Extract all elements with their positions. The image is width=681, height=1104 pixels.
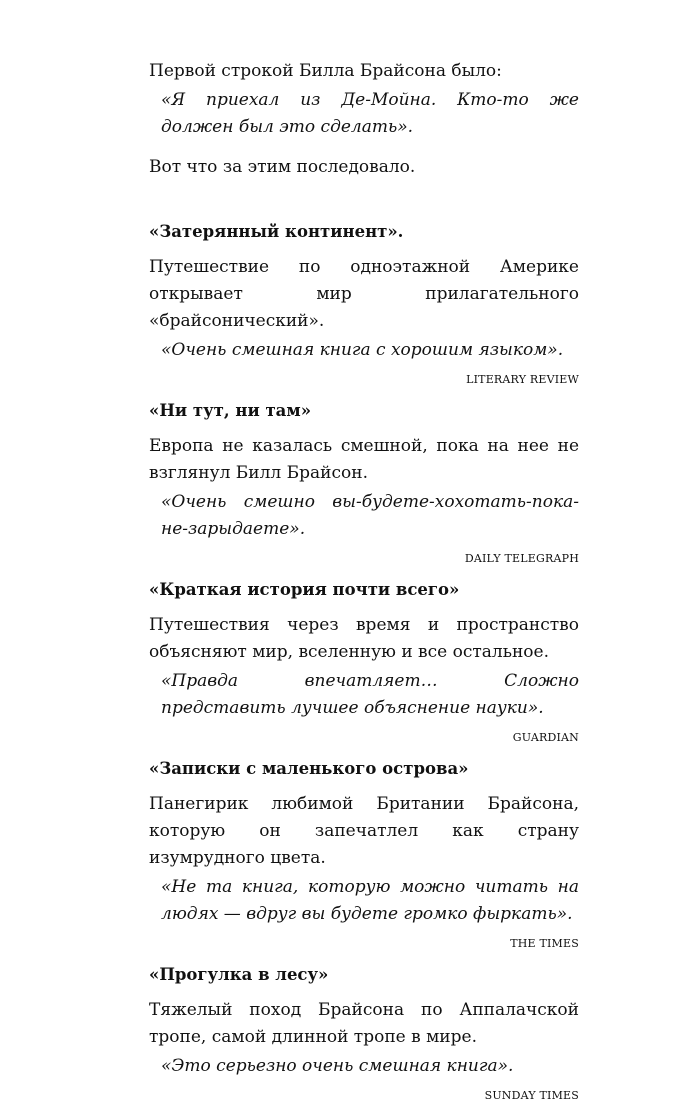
section-description: Путешествие по одноэтажной Америке открывает мир прилагательного «брайсонический». <box>149 257 579 331</box>
section-title: «Прогулка в лесу» <box>149 965 329 984</box>
intro-line: Первой строкой Билла Брайсона было: <box>149 61 502 81</box>
section-small-island <box>149 756 579 952</box>
section-description: Европа не казалась смешной, пока на нее не взглянул Билл Брайсон. <box>149 436 579 483</box>
section-source: GUARDIAN <box>512 731 579 744</box>
section-walk-in-woods <box>149 962 579 1104</box>
section-neither-here-nor-there <box>149 398 579 567</box>
section-quote: «Не та книга, которую можно читать на людях — вдруг вы будете громко фыркать». <box>161 877 579 924</box>
section-description: Тяжелый поход Брайсона по Аппалачской тропе, самой длинной тропе в мире. <box>149 1000 579 1047</box>
section-description: Панегирик любимой Британии Брайсона, которую он запечатлел как страну изумрудного цвета. <box>149 794 579 868</box>
section-quote: «Очень смешная книга с хорошим языком». <box>161 340 564 360</box>
section-quote: «Это серьезно очень смешная книга». <box>161 1056 514 1076</box>
book-page <box>149 58 579 1104</box>
section-quote: «Правда впечатляет… Сложно представить лучшее объяснение науки». <box>161 671 579 718</box>
section-source: DAILY TELEGRAPH <box>464 552 579 565</box>
intro-follow: Вот что за этим последовало. <box>149 157 416 177</box>
section-quote: «Очень смешно вы-будете-хохотать-пока-не-зарыдаете». <box>161 492 579 539</box>
section-title: «Краткая история почти всего» <box>149 580 460 599</box>
section-source: SUNDAY TIMES <box>484 1089 579 1102</box>
section-short-history <box>149 577 579 746</box>
section-source: LITERARY REVIEW <box>466 373 579 386</box>
section-description: Путешествия через время и пространство объясняют мир, вселенную и все остальное. <box>149 615 579 662</box>
section-source: THE TIMES <box>510 937 579 950</box>
section-title: «Затерянный континент». <box>149 222 404 241</box>
intro-quote: «Я приехал из Де-Мойна. Кто-то же должен был это сделать». <box>161 90 579 137</box>
section-title: «Ни тут, ни там» <box>149 401 312 420</box>
section-lost-continent <box>149 219 579 388</box>
section-title: «Записки с маленького острова» <box>149 759 469 778</box>
